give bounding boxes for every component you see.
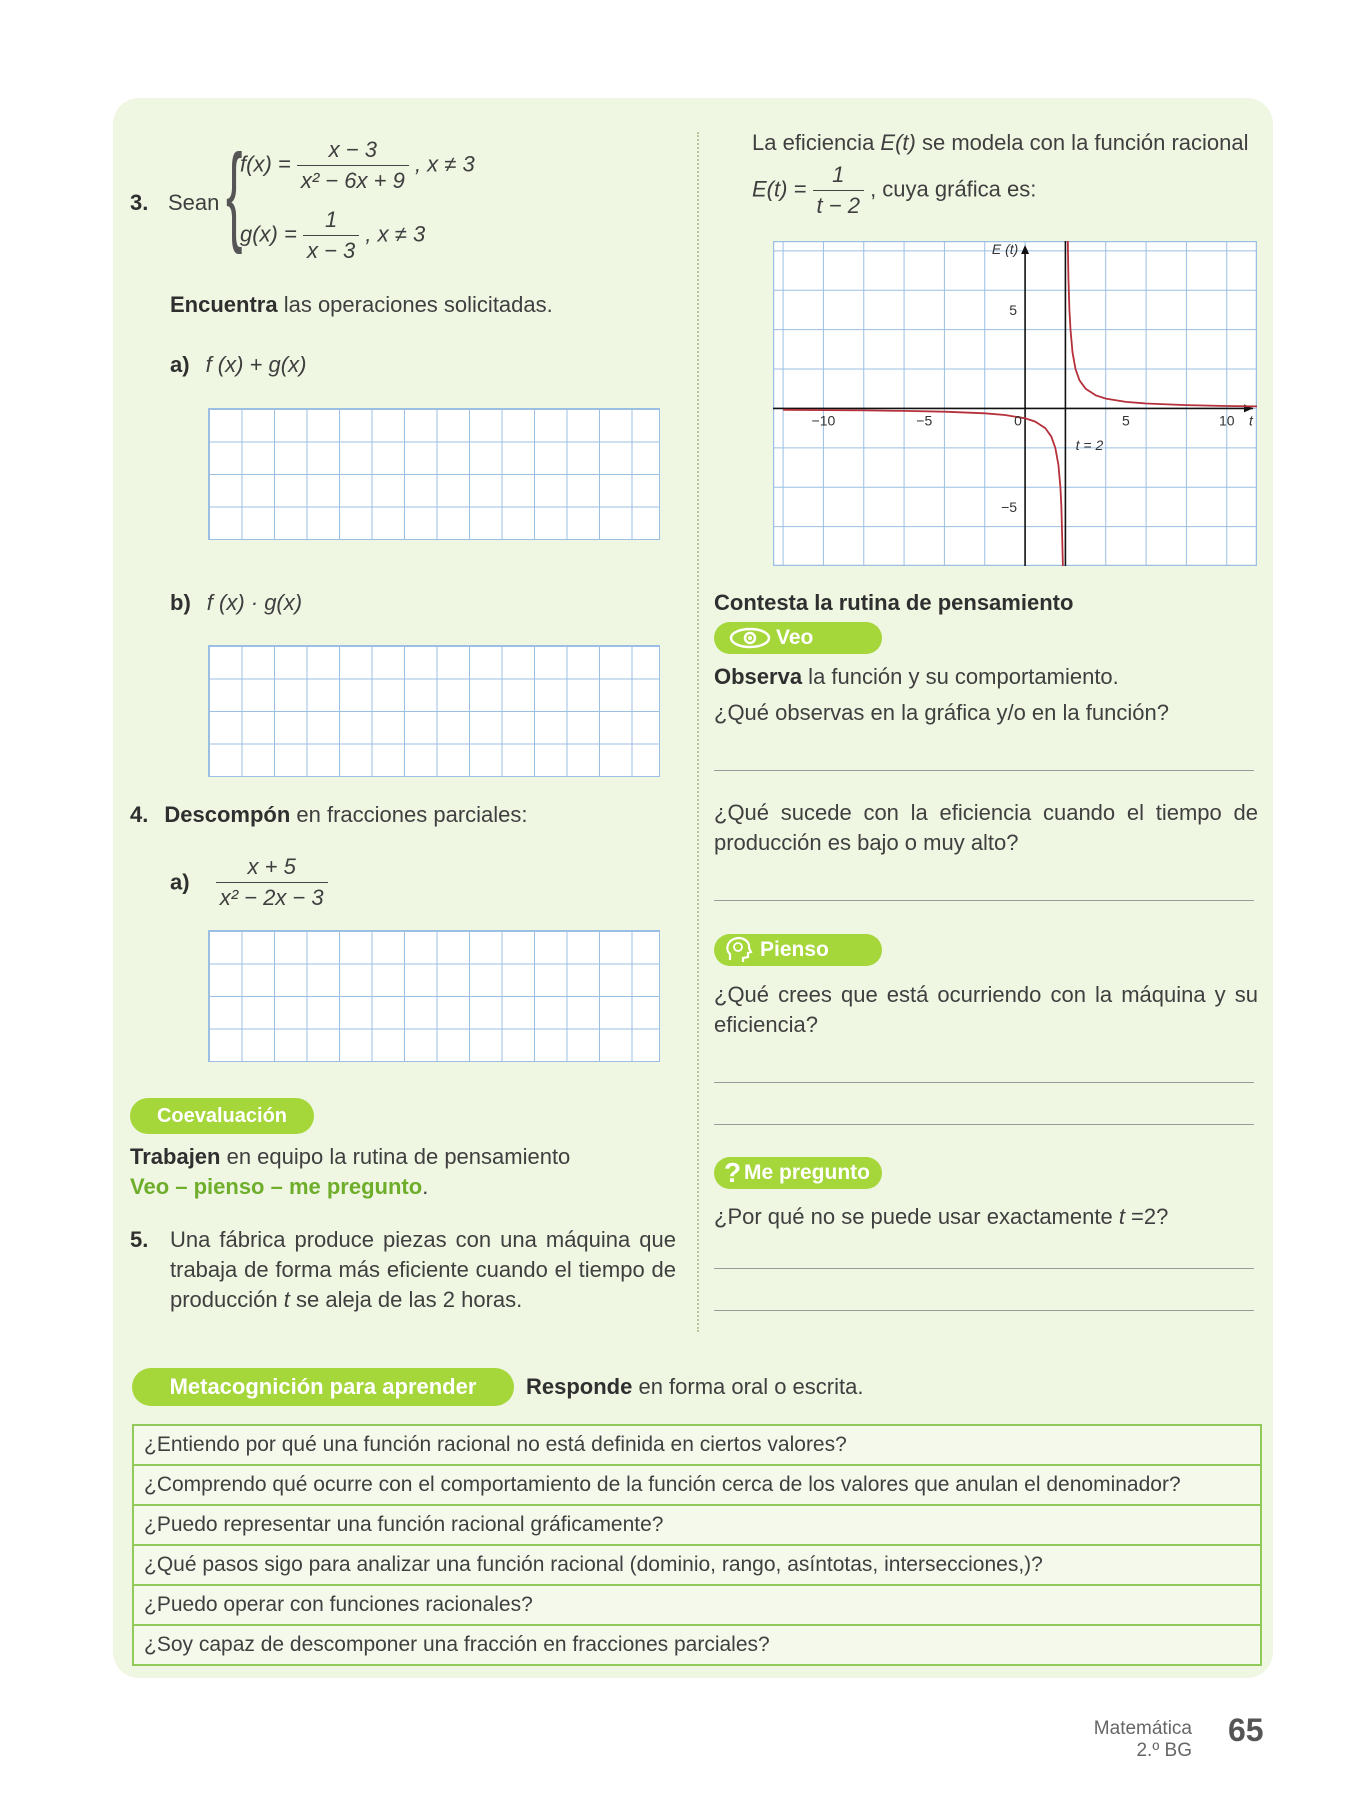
g-definition <box>240 205 425 266</box>
page-number: 65 <box>1228 1712 1264 1748</box>
y-tick-label: 5 <box>1009 301 1018 318</box>
x-axis-label: t <box>1249 412 1253 429</box>
pregunto-variable: t <box>1118 1204 1125 1229</box>
intro-part2: se modela con la función racional <box>915 130 1249 155</box>
y-tick-label: −5 <box>1001 498 1018 515</box>
meta-verb: Responde <box>526 1374 633 1399</box>
graph-grid <box>773 241 1257 566</box>
answer-line[interactable] <box>714 1124 1254 1125</box>
q3a-label <box>170 350 306 380</box>
pienso-question: ¿Qué crees que está ocurriendo con la máquina y su eficiencia? <box>714 982 1258 1037</box>
x-tick-label: 10 <box>1218 412 1235 429</box>
instruction-verb: Encuentra <box>170 292 278 317</box>
y-axis-label: E (t) <box>991 241 1019 257</box>
q5-variable: t <box>283 1287 290 1312</box>
f-condition: , x ≠ 3 <box>414 151 475 177</box>
f-numerator: x − 3 <box>297 135 409 166</box>
table-row <box>133 1505 1261 1545</box>
q3-instruction <box>170 290 553 320</box>
question-3 <box>130 132 690 265</box>
instruction-rest: en fracciones parciales: <box>290 802 528 827</box>
footer-subject <box>1094 1718 1192 1762</box>
pregunto-question <box>714 1202 1168 1232</box>
veo-label: Veo <box>776 626 814 649</box>
meta-rest: en forma oral o escrita. <box>632 1374 864 1399</box>
table-row <box>133 1425 1261 1465</box>
efficiency-graph <box>773 241 1257 566</box>
item-expression: f (x) + g(x) <box>205 352 307 377</box>
x-tick-label: −5 <box>916 412 933 429</box>
g-denominator: x − 3 <box>306 238 356 263</box>
question-mark-icon: ? <box>724 1157 742 1188</box>
table-row <box>133 1585 1261 1625</box>
efficiency-intro <box>752 128 1249 158</box>
metacognition-table <box>132 1424 1262 1666</box>
x-tick-label: 0 <box>1014 412 1022 429</box>
answer-line[interactable] <box>714 1268 1254 1269</box>
f-definition <box>240 135 475 196</box>
answer-line[interactable] <box>714 770 1254 771</box>
asymptote-label: t = 2 <box>1075 436 1104 453</box>
intro-part1: La eficiencia <box>752 130 881 155</box>
q5-text-part1: Una fábrica produce piezas con una máquina que trabaja de forma más eficiente cuando el tiempo de producción <box>170 1227 676 1312</box>
table-cell: ¿Comprendo qué ocurre con el comportamiento de la función cerca de los valores que anulan el denominador? <box>133 1465 1261 1505</box>
column-divider <box>697 132 699 1332</box>
table-row <box>133 1465 1261 1505</box>
metacognition-instruction <box>526 1372 863 1402</box>
q5-text <box>170 1225 676 1315</box>
item-letter: a) <box>170 352 190 377</box>
item-expression: f (x) · g(x) <box>206 590 303 615</box>
metacognition-badge: Metacognición para aprender <box>132 1368 514 1406</box>
x-tick-label: 5 <box>1122 412 1130 429</box>
table-row <box>133 1545 1261 1585</box>
subject-name: Matemática <box>1093 1718 1192 1739</box>
me-pregunto-label: Me pregunto <box>744 1161 870 1184</box>
answer-grid-4a[interactable] <box>208 930 660 1062</box>
grade-label: 2.º BG <box>1136 1740 1192 1761</box>
eye-icon <box>728 625 772 651</box>
q5-number: 5. <box>130 1227 149 1252</box>
veo-question-1: ¿Qué observas en la gráfica y/o en la función? <box>714 700 1169 725</box>
veo-verb: Observa <box>714 664 803 689</box>
function-denominator: t − 2 <box>816 193 860 218</box>
me-pregunto-badge <box>714 1157 882 1189</box>
item-letter: a) <box>170 869 190 895</box>
q4a-denominator: x² − 2x − 3 <box>219 885 324 910</box>
pregunto-part2: =2? <box>1124 1204 1169 1229</box>
veo-instruction <box>714 662 1119 692</box>
f-fraction <box>297 135 409 196</box>
question-number: 3. <box>130 190 149 215</box>
table-row <box>133 1625 1261 1665</box>
g-condition: , x ≠ 3 <box>365 221 426 247</box>
answer-grid-3b[interactable] <box>208 645 660 777</box>
q4-instruction <box>130 800 528 830</box>
answer-line[interactable] <box>714 1310 1254 1311</box>
g-fraction <box>303 205 359 266</box>
answer-grid-3a[interactable] <box>208 408 660 540</box>
intro-variable: E(t) <box>880 130 916 155</box>
function-numerator: 1 <box>813 160 864 191</box>
x-tick-label: −10 <box>811 412 836 429</box>
coeval-rest: en equipo la rutina de pensamiento <box>220 1144 571 1169</box>
coevaluation-badge: Coevaluación <box>130 1098 314 1134</box>
coeval-verb: Trabajen <box>130 1144 221 1169</box>
g-lhs: g(x) = <box>240 221 297 247</box>
q4a-item <box>170 852 328 913</box>
routine-end: . <box>422 1174 429 1199</box>
veo-question-2: ¿Qué sucede con la eficiencia cuando el tiempo de producción es bajo o muy alto? <box>714 800 1258 855</box>
routine-name: Veo – pienso – me pregunto <box>130 1174 423 1199</box>
routine-title: Contesta la rutina de pensamiento <box>714 590 1074 615</box>
question-number: 4. <box>130 802 149 827</box>
efficiency-function <box>752 160 1036 221</box>
instruction-rest: las operaciones solicitadas. <box>277 292 553 317</box>
coevaluation-text <box>130 1142 690 1202</box>
veo-rest: la función y su comportamiento. <box>802 664 1119 689</box>
function-fraction <box>813 160 864 221</box>
function-lhs: E(t) = <box>752 176 807 202</box>
pienso-badge <box>714 934 882 966</box>
q4a-fraction <box>216 852 328 913</box>
q5-text-part2: se aleja de las 2 horas. <box>289 1287 523 1312</box>
table-cell: ¿Entiendo por qué una función racional no está definida en ciertos valores? <box>133 1425 1261 1465</box>
table-cell: ¿Soy capaz de descomponer una fracción en fracciones parciales? <box>133 1625 1261 1665</box>
answer-line[interactable] <box>714 900 1254 901</box>
pienso-label: Pienso <box>760 938 829 961</box>
f-denominator: x² − 6x + 9 <box>300 168 405 193</box>
q3b-label <box>170 588 302 618</box>
answer-line[interactable] <box>714 1082 1254 1083</box>
table-cell: ¿Puedo representar una función racional gráficamente? <box>133 1505 1261 1545</box>
table-cell: ¿Puedo operar con funciones racionales? <box>133 1585 1261 1625</box>
table-cell: ¿Qué pasos sigo para analizar una función racional (dominio, rango, asíntotas, intersecciones,)? <box>133 1545 1261 1585</box>
question-intro: Sean <box>168 190 220 215</box>
veo-badge <box>714 622 882 654</box>
head-brain-icon <box>724 936 754 964</box>
pregunto-part1: ¿Por qué no se puede usar exactamente <box>714 1204 1119 1229</box>
g-numerator: 1 <box>303 205 359 236</box>
q4a-numerator: x + 5 <box>216 852 328 883</box>
item-letter: b) <box>170 590 191 615</box>
system-brace: { <box>226 132 243 255</box>
instruction-verb: Descompón <box>164 802 291 827</box>
f-lhs: f(x) = <box>240 151 291 177</box>
function-rest: , cuya gráfica es: <box>870 176 1037 202</box>
